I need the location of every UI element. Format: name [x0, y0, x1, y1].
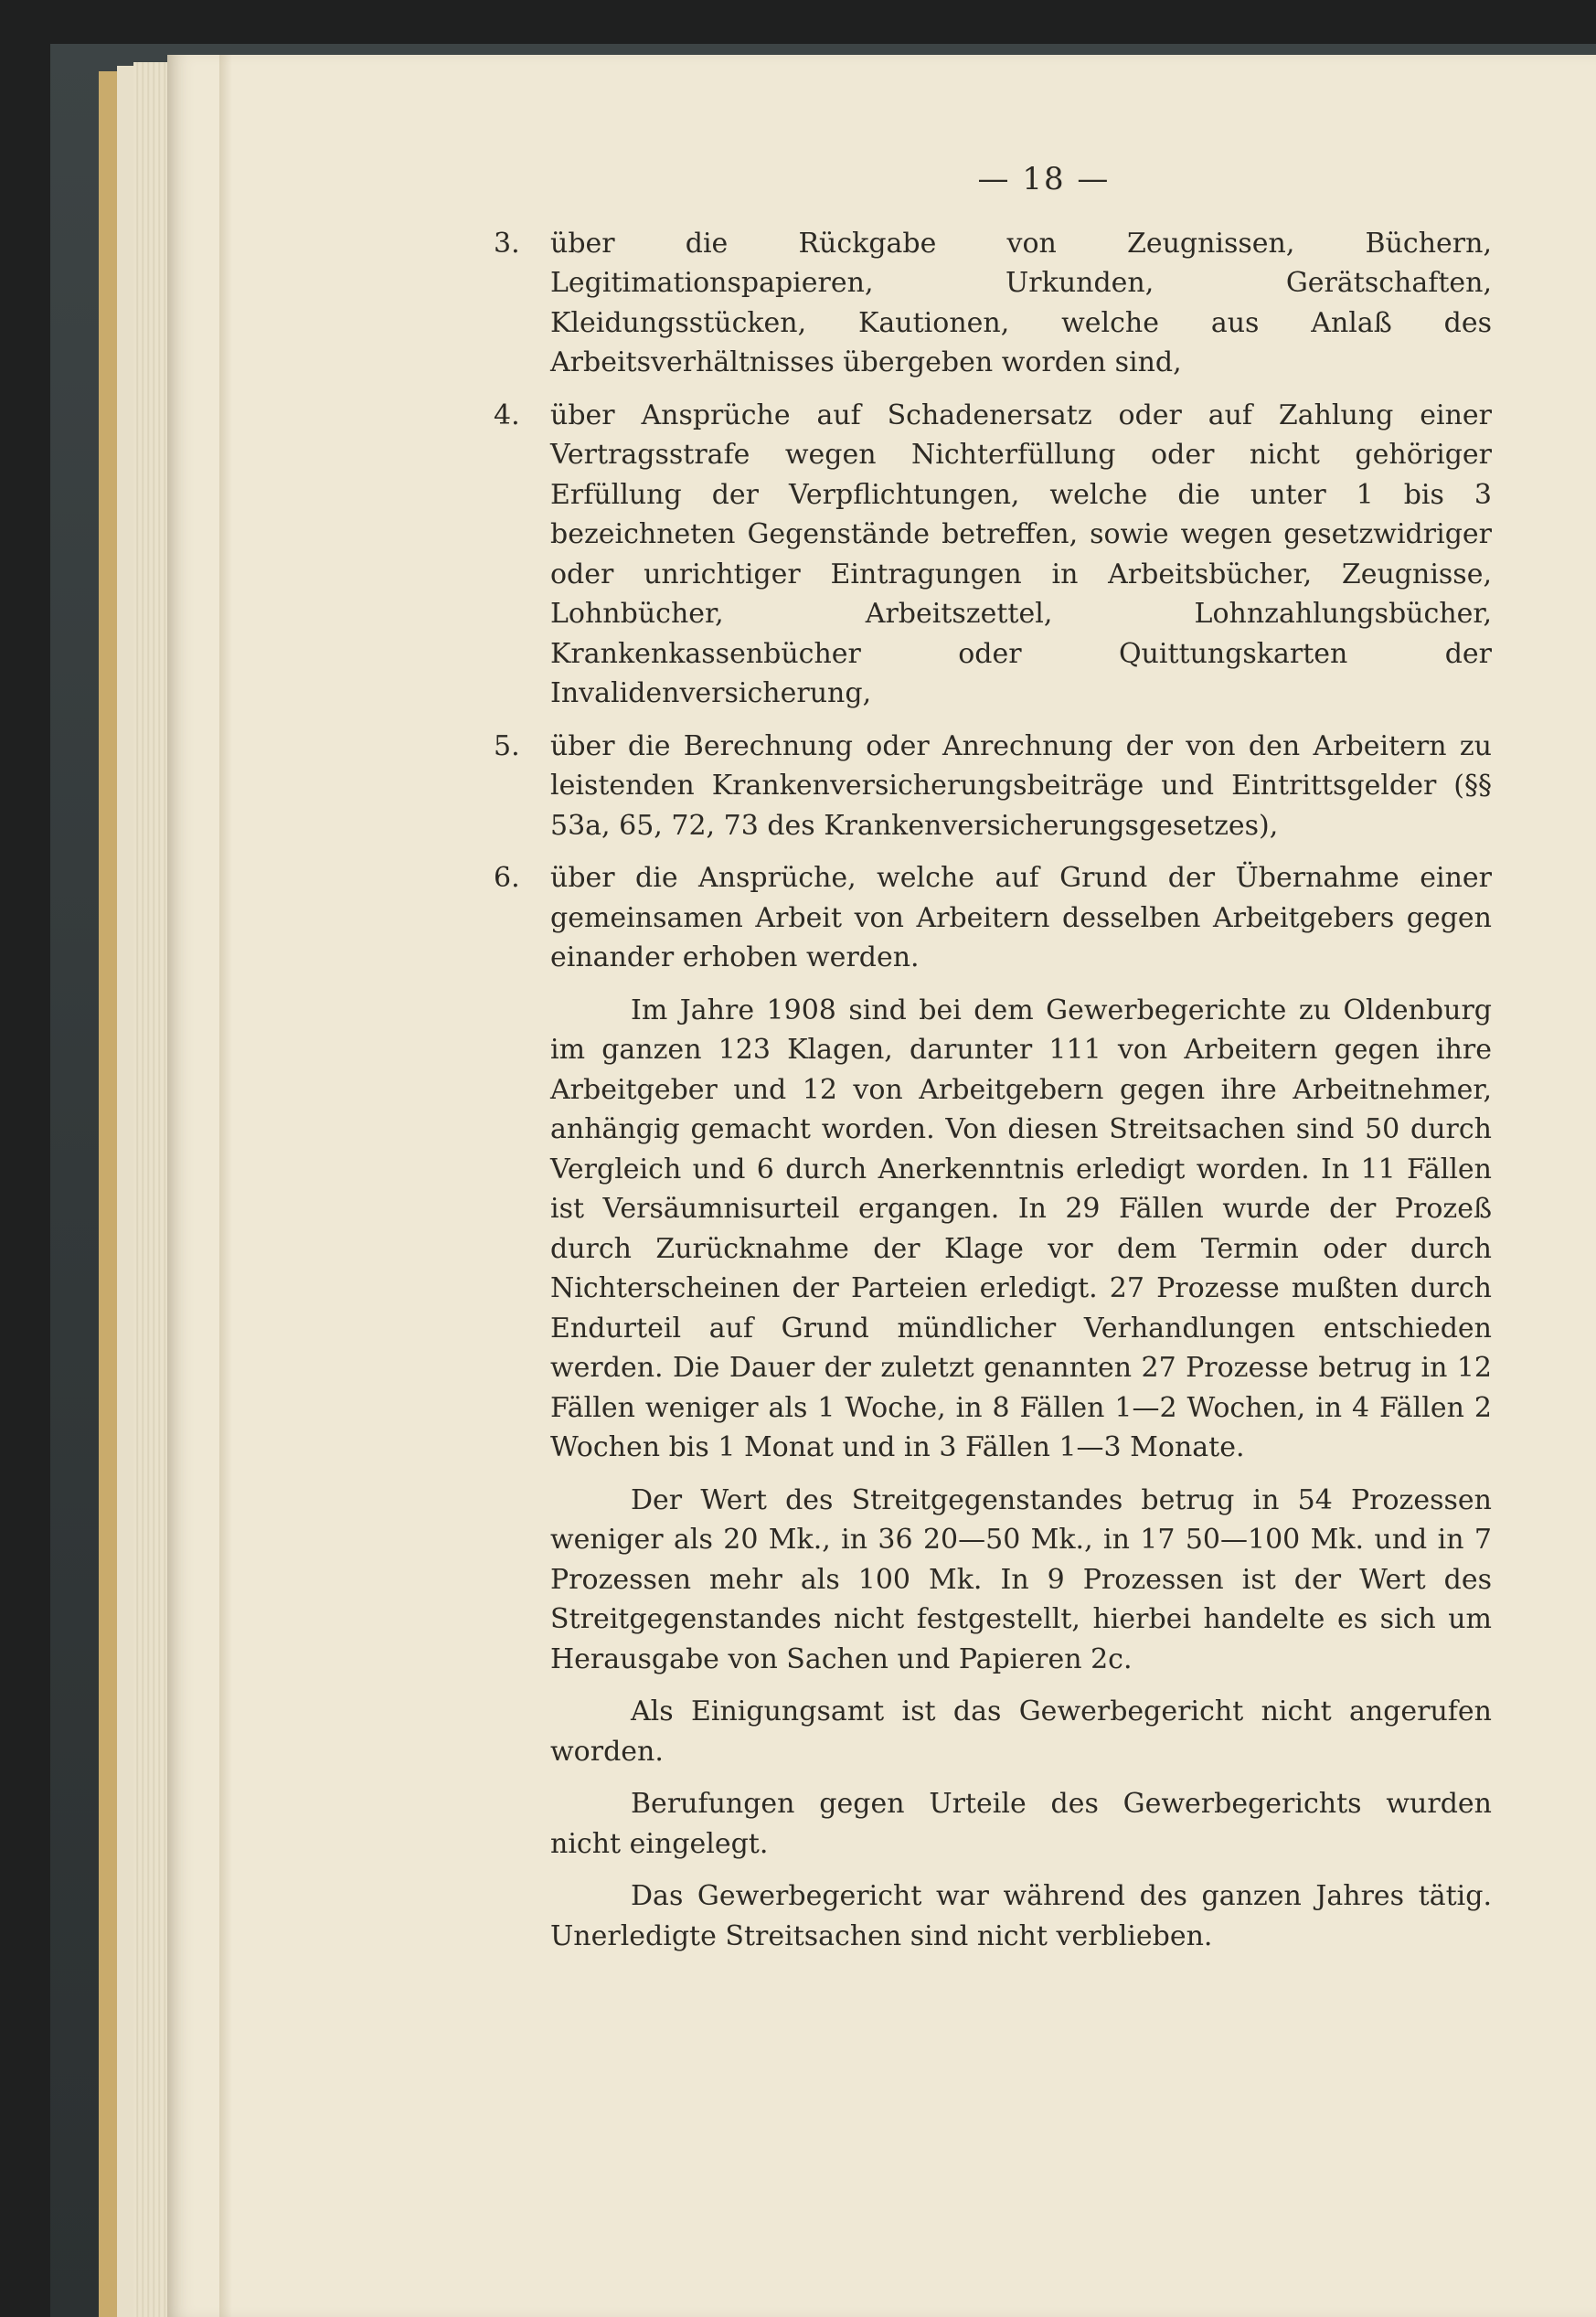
page-edge-cream — [117, 66, 135, 2317]
list-item-number: 3. — [494, 227, 520, 260]
list-item-text: über die Rückgabe von Zeugnissen, Büchern, Legitimationspapieren, Urkunden, Gerätschaften, Kleidungsstücken, Kautionen, welche aus Anlaß des Arbeitsverhältnisses übergeben worden sind, — [550, 227, 1492, 378]
page-number: — 18 — — [977, 161, 1111, 197]
paragraph-court-statistics: Im Jahre 1908 sind bei dem Gewerbegerichte zu Oldenburg im ganzen 123 Klagen, darunter 111 von Arbeitern gegen ihre Arbeitgeber und 12 von Arbeitgebern gegen ihre Arbeitnehmer, anhängig gemacht worden. Von diesen Streitsachen sind 50 durch Vergleich und 6 durch Anerkenntnis erledigt worden. In 11 Fällen ist Versäumnisurteil ergangen. In 29 Fällen wurde der Prozeß durch Zurücknahme der Klage vor dem Termin oder durch Nichterscheinen der Parteien erledigt. 27 Prozesse mußten durch Endurteil auf Grund mündlicher Verhandlungen entschieden werden. Die Dauer der zuletzt genannten 27 Prozesse betrug in 12 Fällen weniger als 1 Woche, in 8 Fällen 1—2 Wochen, in 4 Fällen 2 Wochen bis 1 Monat und in 3 Fällen 1—3 Monate. — [550, 994, 1492, 1463]
page-edge-gilt — [99, 71, 119, 2317]
list-item — [486, 396, 1492, 714]
paragraph-appeals: Berufungen gegen Urteile des Gewerbegerichts wurden nicht eingelegt. — [550, 1788, 1492, 1860]
list-item — [486, 858, 1492, 978]
list-item-number: 5. — [494, 729, 520, 762]
page-gutter-shadow — [219, 55, 232, 2317]
paragraph-activity: Das Gewerbegericht war während des ganzen Jahres tätig. Unerledigte Streitsachen sind nicht verblieben. — [550, 1880, 1492, 1952]
page-stack-edges — [133, 62, 168, 2317]
page-text-block — [494, 160, 1492, 1969]
list-item-number: 6. — [494, 862, 520, 894]
paragraph-arbitration: Als Einigungsamt ist das Gewerbegericht nicht angerufen worden. — [550, 1695, 1492, 1768]
paragraph-dispute-values: Der Wert des Streitgegenstandes betrug in 54 Prozessen weniger als 20 Mk., in 36 20—50 Mk., in 17 50—100 Mk. und in 7 Prozessen mehr als 100 Mk. In 9 Prozessen ist der Wert des Streitgegenstandes nicht festgestellt, hierbei handelte es sich um Herausgabe von Sachen und Papieren 2c. — [550, 1483, 1492, 1675]
list-item — [486, 727, 1492, 846]
list-item-text: über Ansprüche auf Schadenersatz oder auf Zahlung einer Vertragsstrafe wegen Nichterfüllung oder nicht gehöriger Erfüllung der Verpflichtungen, welche die unter 1 bis 3 bezeichneten Gegenstände betreffen, sowie wegen gesetzwidriger oder unrichtiger Eintragungen in Arbeitsbücher, Zeugnisse, Lohnbücher, Arbeitszettel, Lohnzahlungsbücher, Krankenkassenbücher oder Quittungskarten der Invalidenversicherung, — [550, 399, 1492, 709]
list-item-number: 4. — [494, 399, 520, 431]
list-item-text: über die Ansprüche, welche auf Grund der Übernahme einer gemeinsamen Arbeit von Arbeitern desselben Arbeitgebers gegen einander erhoben werden. — [550, 862, 1492, 973]
list-item — [486, 224, 1492, 383]
list-item-text: über die Berechnung oder Anrechnung der von den Arbeitern zu leistenden Krankenversicherungsbeiträge und Eintrittsgelder (§§ 53a, 65, 72, 73 des Krankenversicherungsgesetzes), — [550, 729, 1492, 842]
